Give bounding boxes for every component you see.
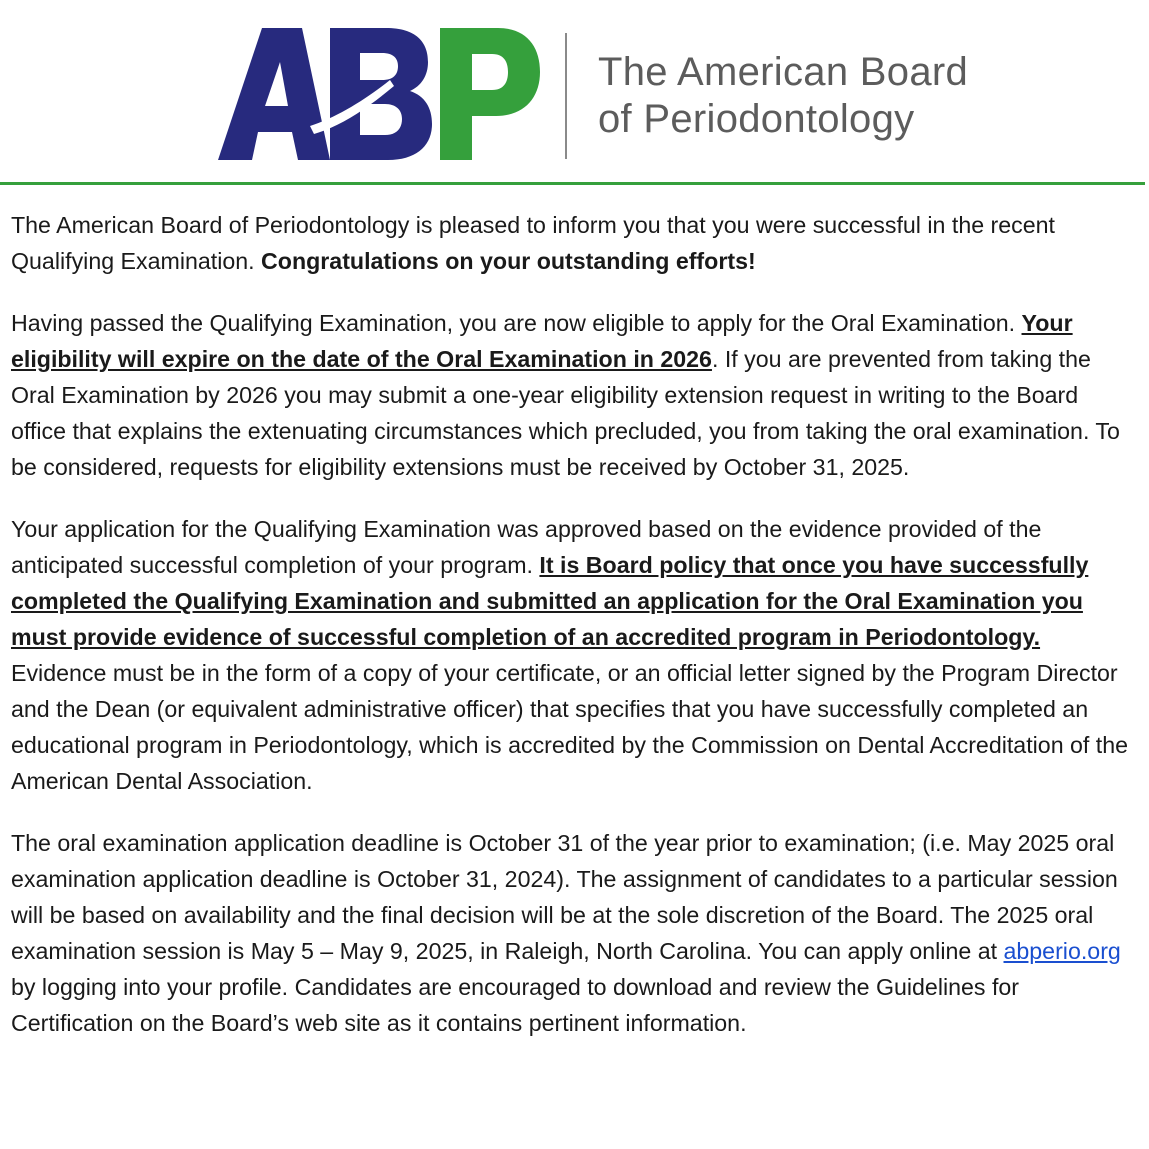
paragraph-text: by logging into your profile. Candidates are encouraged to download and review the Guidelines for Certification on the Board’s web site as it contains pertinent information. — [11, 974, 1020, 1036]
paragraph-text: The American Board of Periodontology is pleased to inform you that you were successful in the recent Qualifying Examination. — [11, 212, 1056, 274]
paragraph-text: . If you are prevented from taking the Oral Examination by 2026 you may submit a one-year eligibility extension request in writing to the Board office that explains the extenuating circumstances which precluded, you from taking the oral examination. To be considered, requests for eligibility extensions must be received by October 31, 2025. — [11, 346, 1120, 480]
logo-divider — [565, 33, 567, 159]
paragraph-text: Having passed the Qualifying Examination, you are now eligible to apply for the Oral Examination. — [11, 310, 1022, 336]
abperio-link[interactable]: abperio.org — [1003, 938, 1121, 964]
congratulations-text: Congratulations on your outstanding efforts! — [261, 248, 756, 274]
letter-body — [11, 207, 1131, 1067]
paragraph-qualifying-result — [11, 207, 1131, 279]
paragraph-text: Evidence must be in the form of a copy of your certificate, or an official letter signed by the Program Director and the Dean (or equivalent administrative officer) that specifies that you have successfully completed an educational program in Periodontology, which is accredited by the Commission on Dental Accreditation of the American Dental Association. — [11, 660, 1129, 794]
letter-header — [0, 0, 1149, 184]
organization-name-line1: The American Board — [598, 50, 969, 94]
board-policy-text: It is Board policy that once you have successfully completed the Qualifying Examination and submitted an application for the Oral Examination you must provide evidence of successful completion of an accredited program in Periodontology. — [11, 552, 1089, 650]
paragraph-text: Your application for the Qualifying Examination was approved based on the evidence provided of the anticipated successful completion of your program. — [11, 516, 1042, 578]
paragraph-board-policy — [11, 511, 1131, 799]
abp-logo-mark — [218, 28, 540, 160]
organization-name-line2: of Periodontology — [598, 97, 915, 141]
paragraph-eligibility — [11, 305, 1131, 485]
paragraph-text: The oral examination application deadline is October 31 of the year prior to examination; (i.e. May 2025 oral examination application deadline is October 31, 2024). The assignment of candidates to a particular session will be based on availability and the final decision will be at the sole discretion of the Board. The 2025 oral examination session is May 5 – May 9, 2025, in Raleigh, North Carolina. You can apply online at — [11, 830, 1118, 964]
eligibility-expiry-text: Your eligibility will expire on the date of the Oral Examination in 2026 — [11, 310, 1073, 372]
paragraph-application-deadline — [11, 825, 1131, 1041]
header-divider-rule — [0, 182, 1145, 185]
organization-name — [598, 49, 968, 143]
